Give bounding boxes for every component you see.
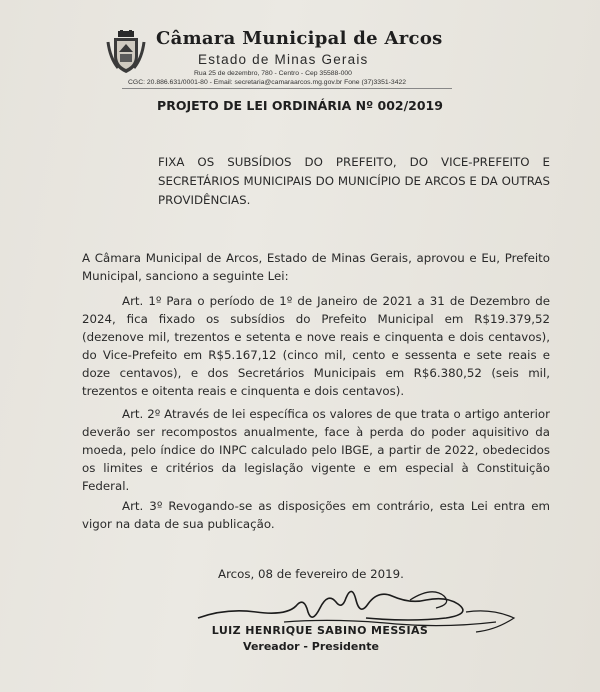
signer-name: LUIZ HENRIQUE SABINO MESSIAS	[211, 624, 429, 637]
article-1: Art. 1º Para o período de 1º de Janeiro de 2021 a 31 de Dezembro de 2024, fica fixado os subsídios do Prefeito Municipal em R$19.379,52 (dezenove mil, trezentos e setenta e nove reais e cinquenta e dois centavos), do Vice-Prefeito em R$5.167,12 (cinco mil, cento e sessenta e sete reais e doze centavos), e dos Secretários Municipais em R$6.380,52 (seis mil, trezentos e oitenta reais e cinquenta e dois centavos).	[82, 294, 550, 398]
municipal-coat-of-arms-icon	[106, 30, 146, 74]
date-line: Arcos, 08 de fevereiro de 2019.	[218, 567, 404, 581]
org-address: Rua 25 de dezembro, 780 - Centro - Cep 35588-000	[194, 70, 352, 77]
signer-role: Vereador - Presidente	[243, 640, 379, 653]
law-summary: FIXA OS SUBSÍDIOS DO PREFEITO, DO VICE-PREFEITO E SECRETÁRIOS MUNICIPAIS DO MUNICÍPIO DE ARCOS E DA OUTRAS PROVIDÊNCIAS.	[158, 155, 550, 207]
org-name: Câmara Municipal de Arcos	[156, 28, 443, 49]
letterhead-divider	[122, 88, 452, 89]
org-state: Estado de Minas Gerais	[198, 52, 369, 67]
org-contact: CGC: 20.886.631/0001-80 - Email: secretaria@camaraarcos.mg.gov.br Fone (37)3351-3422	[128, 79, 407, 86]
document-title: PROJETO DE LEI ORDINÁRIA Nº 002/2019	[157, 98, 443, 113]
article-2: Art. 2º Através de lei específica os valores de que trata o artigo anterior deverão ser recompostos anualmente, face à perda do poder aquisitivo da moeda, pelo índice do INPC calculado pelo IBGE, a partir de 2022, obedecidos os limites e critérios da legislação vigente e em especial à Constituição Federal.	[82, 407, 550, 493]
preamble-paragraph: A Câmara Municipal de Arcos, Estado de Minas Gerais, aprovou e Eu, Prefeito Municipal, sanciono a seguinte Lei:	[82, 251, 550, 283]
article-3: Art. 3º Revogando-se as disposições em contrário, esta Lei entra em vigor na data de sua publicação.	[82, 499, 550, 531]
letterhead	[100, 22, 520, 92]
